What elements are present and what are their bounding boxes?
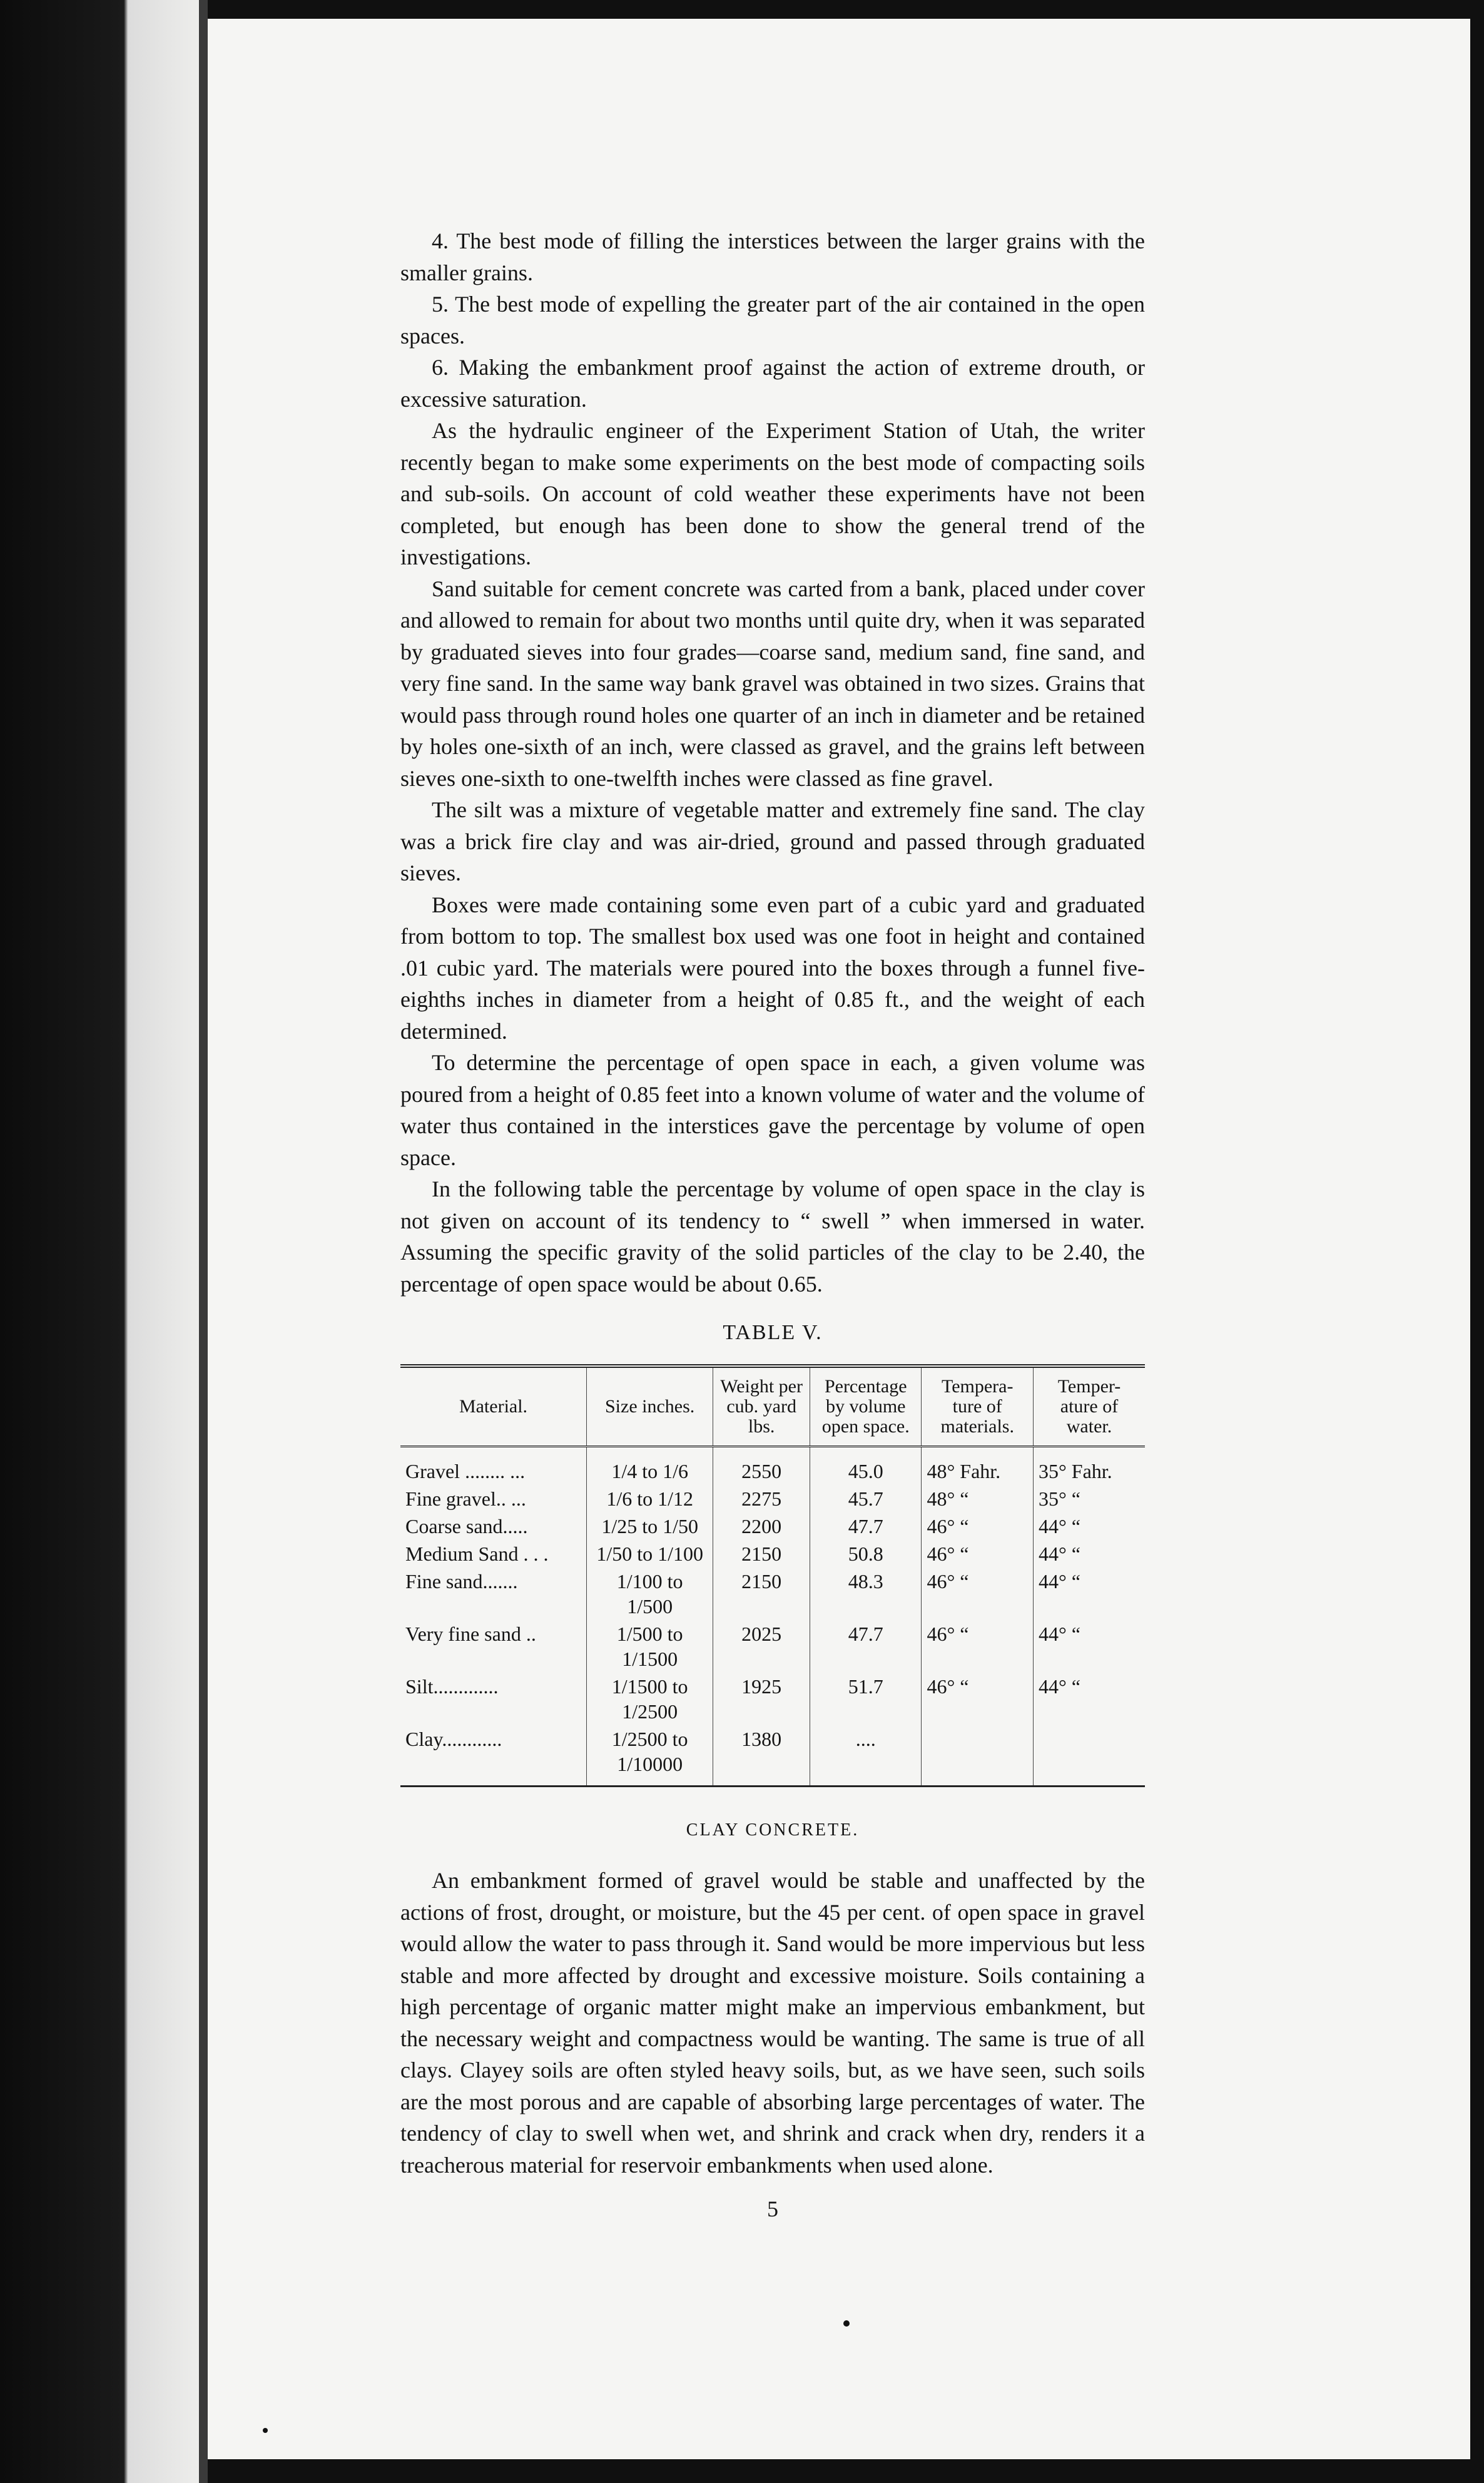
table-v	[400, 1364, 1145, 1787]
cell-open-space: 47.7	[810, 1620, 922, 1673]
cell-size-from: 1/25	[601, 1514, 638, 1537]
table-header-row	[400, 1366, 1145, 1447]
cell-size-to: 1/12	[658, 1487, 693, 1510]
cell-size-from: 1/1500	[611, 1675, 668, 1698]
table-row	[400, 1673, 1145, 1725]
cell-weight: 2275	[713, 1485, 810, 1512]
cell-size-to: 1/10000	[617, 1752, 683, 1775]
paragraph-5: Sand suitable for cement concrete was carted from a bank, placed under cover and allowed to remain for about two months until quite dry, when it was separated by graduated sieves into four grades—coarse sand, medium sand, fine sand, and very fine sand. In the same way bank gravel was obtained in two sizes. Grains that would pass through round holes one quarter of an inch in diameter and be retained by holes one-sixth of an inch, were classed as gravel, and the grains left between sieves one-sixth to one-twelfth inches were classed as fine gravel.	[400, 576, 1145, 791]
header-material: Material.	[400, 1366, 587, 1447]
cell-weight: 2150	[713, 1568, 810, 1620]
cell-size	[587, 1512, 713, 1540]
header-open-space: Percentage by volume open space.	[810, 1366, 922, 1447]
cell-open-space: 48.3	[810, 1568, 922, 1620]
paragraph-3: 6. Making the embankment proof against the action of extreme drouth, or excessive saturation.	[400, 355, 1145, 412]
cell-temp-material: 46° “	[922, 1673, 1034, 1725]
cell-size-from: 1/6	[606, 1487, 633, 1510]
cell-open-space: 50.8	[810, 1540, 922, 1568]
cell-temp-material: 46° “	[922, 1568, 1034, 1620]
cell-temp-water: 35° “	[1033, 1485, 1145, 1512]
section-heading: CLAY CONCRETE.	[686, 1820, 860, 1840]
page-number: 5	[767, 2196, 778, 2221]
cell-size-to: 1/100	[658, 1542, 703, 1565]
cell-temp-material: 46° “	[922, 1620, 1034, 1673]
paragraph-7: Boxes were made containing some even part of a cubic yard and graduated from bottom to top. The smallest box used was one foot in height and contained .01 cubic yard. The materials were poured into the boxes through a funnel five-eighths inches in diameter from a height of 0.85 ft., and the weight of each determined.	[400, 892, 1145, 1044]
scan-border-left	[0, 0, 206, 2483]
cell-size	[587, 1620, 713, 1673]
cell-size-from: 1/100	[616, 1569, 663, 1593]
paragraph-6: The silt was a mixture of vegetable matter and extremely fine sand. The clay was a brick fire clay and was air-dried, ground and passed through graduated sieves.	[400, 797, 1145, 885]
table-row	[400, 1620, 1145, 1673]
cell-size-to-word: to	[642, 1459, 658, 1482]
cell-size-to: 1/2500	[622, 1700, 678, 1723]
paragraph-4: As the hydraulic engineer of the Experiment Station of Utah, the writer recently began to make some experiments on the best mode of compacting soils and sub-soils. On account of cold weather these experiments have not been completed, but enough has been done to show the general trend of the investigations.	[400, 418, 1145, 569]
cell-size-to-word: to	[642, 1514, 658, 1537]
cell-material: Clay............	[400, 1725, 587, 1787]
cell-temp-material	[922, 1725, 1034, 1787]
cell-open-space: 45.0	[810, 1446, 922, 1485]
cell-size	[587, 1673, 713, 1725]
paragraph-9: In the following table the percentage by volume of open space in the clay is not given on account of its tendency to “ swell ” when immersed in water. Assuming the specific gravity of the solid particles of the clay to be 2.40, the percentage of open space would be about 0.65.	[400, 1176, 1145, 1297]
cell-weight: 2025	[713, 1620, 810, 1673]
cell-temp-water: 44° “	[1033, 1512, 1145, 1540]
cell-temp-water: 44° “	[1033, 1568, 1145, 1620]
cell-temp-water	[1033, 1725, 1145, 1787]
table-row	[400, 1512, 1145, 1540]
cell-temp-water: 44° “	[1033, 1540, 1145, 1568]
cell-weight: 2550	[713, 1446, 810, 1485]
cell-temp-material: 48° Fahr.	[922, 1446, 1034, 1485]
cell-size-from: 1/50	[596, 1542, 633, 1565]
header-temp-water: Temper- ature of water.	[1033, 1366, 1145, 1447]
cell-size	[587, 1485, 713, 1512]
header-weight: Weight per cub. yard lbs.	[713, 1366, 810, 1447]
cell-open-space: 47.7	[810, 1512, 922, 1540]
scan-speck-mark	[843, 2320, 850, 2327]
cell-size	[587, 1446, 713, 1485]
table-row	[400, 1725, 1145, 1787]
cell-material: Silt.............	[405, 1675, 499, 1698]
cell-temp-material: 46° “	[922, 1540, 1034, 1568]
table-title: TABLE V.	[723, 1321, 823, 1344]
cell-size-from: 1/4	[611, 1459, 638, 1482]
cell-size-from: 1/2500	[611, 1727, 668, 1750]
paragraph-8: To determine the percentage of open space in each, a given volume was poured from a height of 0.85 feet into a known volume of water and the volume of water thus contained in the interstices gave the percentage by volume of open space.	[400, 1050, 1145, 1170]
cell-size-to: 1/50	[663, 1514, 698, 1537]
cell-size-to-word: to	[672, 1675, 688, 1698]
table-row	[400, 1485, 1145, 1512]
cell-size-to-word: to	[672, 1727, 688, 1750]
cell-size-to-word: to	[637, 1542, 653, 1565]
cell-weight: 2150	[713, 1540, 810, 1568]
header-temp-materials: Tempera- ture of materials.	[922, 1366, 1034, 1447]
cell-size-from: 1/500	[616, 1622, 663, 1645]
cell-size-to: 1/1500	[622, 1647, 678, 1670]
cell-size	[587, 1568, 713, 1620]
cell-material: Coarse sand.....	[405, 1514, 528, 1537]
cell-material: Gravel ........ ...	[405, 1459, 526, 1482]
cell-size-to: 1/6	[663, 1459, 688, 1482]
page-content	[400, 225, 1145, 2225]
page-spine	[199, 0, 208, 2483]
cell-temp-water: 44° “	[1033, 1620, 1145, 1673]
cell-weight: 1925	[713, 1673, 810, 1725]
cell-size-to-word: to	[667, 1622, 683, 1645]
cell-open-space: ....	[810, 1725, 922, 1787]
header-size: Size inches.	[587, 1366, 713, 1447]
cell-weight: 2200	[713, 1512, 810, 1540]
cell-size	[587, 1540, 713, 1568]
cell-weight: 1380	[713, 1725, 810, 1787]
cell-material: Fine sand.......	[405, 1569, 518, 1593]
paragraph-2: 5. The best mode of expelling the greater part of the air contained in the open spaces.	[400, 292, 1145, 349]
cell-material: Very fine sand ..	[405, 1622, 536, 1645]
paragraph-1: 4. The best mode of filling the interstices between the larger grains with the smaller grains.	[400, 228, 1145, 285]
cell-size-to: 1/500	[627, 1594, 673, 1618]
cell-size	[587, 1725, 713, 1787]
cell-temp-water: 35° Fahr.	[1033, 1446, 1145, 1485]
closing-paragraph: An embankment formed of gravel would be stable and unaffected by the actions of frost, drought, or moisture, but the 45 per cent. of open space in gravel would allow the water to pass through it. Sand would be more impervious but less stable and more affected by drought and excessive moisture. Soils containing a high percentage of organic matter might make an impervious embankment, but the necessary weight and compactness would be wanting. The same is true of all clays. Clayey soils are often styled heavy soils, but, as we have seen, such soils are the most porous and are capable of absorbing large percentages of water. The tendency of clay to swell when wet, and shrink and crack when dry, renders it a treacherous material for reservoir embankments when used alone.	[400, 1868, 1145, 2178]
table-row	[400, 1540, 1145, 1568]
cell-material: Medium Sand . . .	[405, 1542, 549, 1565]
cell-temp-material: 48° “	[922, 1485, 1034, 1512]
cell-open-space: 51.7	[810, 1673, 922, 1725]
cell-temp-water: 44° “	[1033, 1673, 1145, 1725]
cell-size-to-word: to	[637, 1487, 653, 1510]
cell-size-to-word: to	[667, 1569, 683, 1593]
cell-material: Fine gravel.. ...	[405, 1487, 526, 1510]
cell-temp-material: 46° “	[922, 1512, 1034, 1540]
cell-open-space: 45.7	[810, 1485, 922, 1512]
table-row	[400, 1446, 1145, 1485]
scan-speck-mark	[263, 2428, 268, 2433]
table-row	[400, 1568, 1145, 1620]
